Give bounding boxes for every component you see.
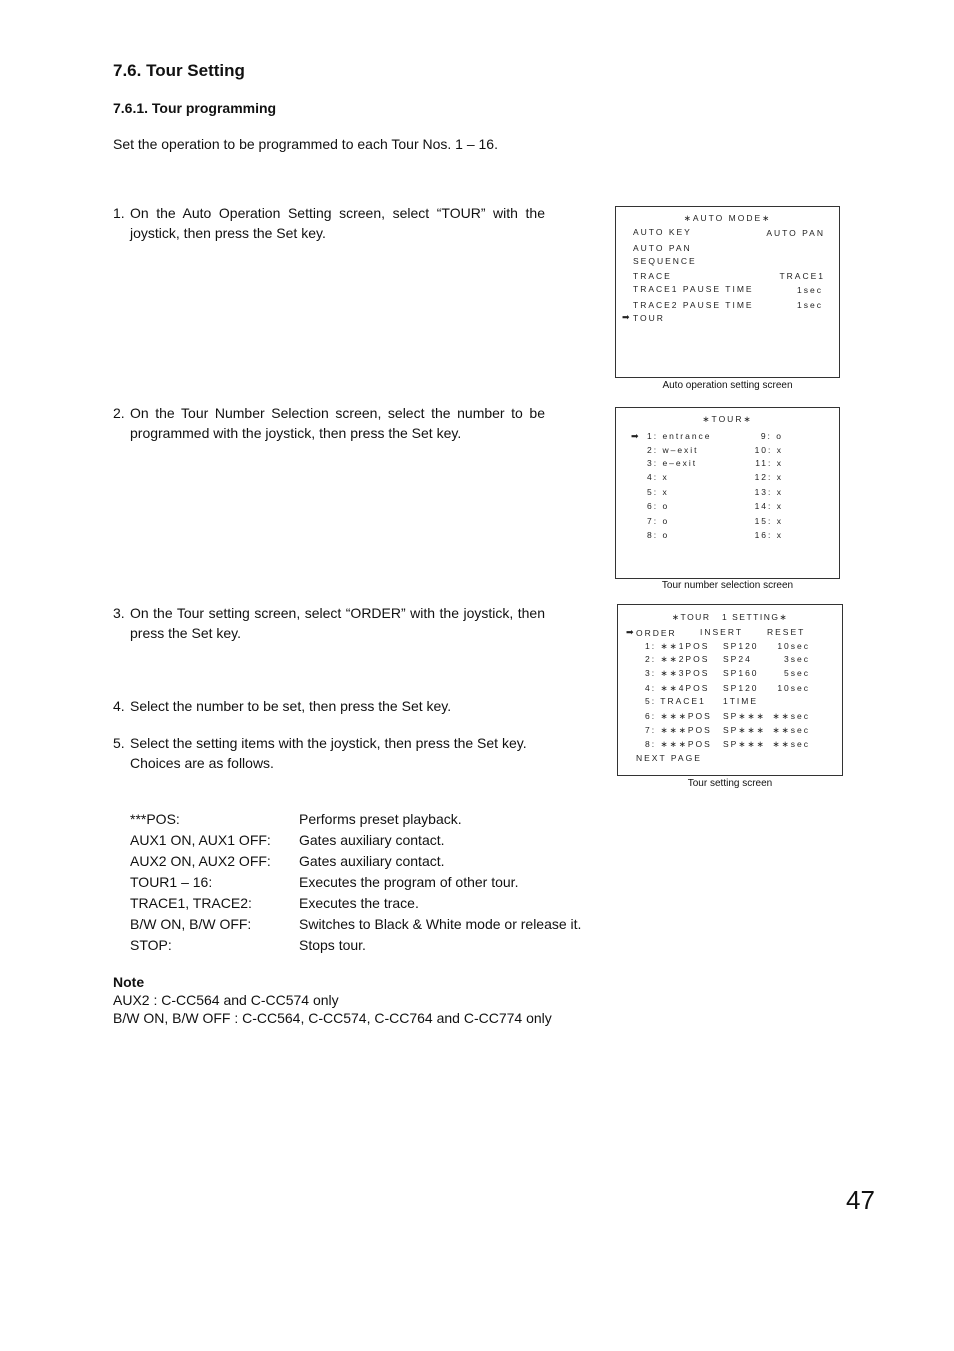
setting-cell: 1TIME <box>723 696 759 706</box>
step-5 <box>113 733 545 773</box>
choice-key: AUX2 ON, AUX2 OFF: <box>130 853 271 869</box>
next-page-label: NEXT PAGE <box>636 753 702 763</box>
step-text: On the Auto Operation Setting screen, select “TOUR” with the joystick, then press the Set key. <box>130 205 545 241</box>
choice-row <box>130 830 581 851</box>
screen-title: ∗AUTO MODE∗ <box>683 213 772 223</box>
tour-item: 6: o <box>647 501 670 511</box>
screen-row-value: AUTO PAN <box>766 228 825 238</box>
tour-item: 4: x <box>647 472 669 482</box>
intro-text: Set the operation to be programmed to each Tour Nos. 1 – 16. <box>113 136 498 152</box>
setting-cell: 8: ∗∗∗POS <box>645 739 712 749</box>
screen-title: ∗TOUR∗ <box>702 414 753 424</box>
setting-cell: SP∗∗∗ <box>723 725 766 735</box>
screen-caption: Tour setting screen <box>687 778 773 789</box>
header-order: ORDER <box>636 628 677 638</box>
choice-desc: Performs preset playback. <box>299 811 462 827</box>
setting-cell: SP∗∗∗ <box>723 711 766 721</box>
tour-number-screen <box>615 407 840 579</box>
choice-key: TOUR1 – 16: <box>130 874 213 890</box>
tour-item: 14: x <box>754 501 783 511</box>
choice-row <box>130 872 581 893</box>
setting-cell: 3: ∗∗3POS <box>645 668 710 678</box>
auto-mode-screen <box>615 206 840 378</box>
tour-item: 2: w–exit <box>647 445 699 455</box>
setting-cell: ∗∗sec <box>772 725 810 735</box>
note-line: B/W ON, B/W OFF : C-CC564, C-CC574, C-CC764 and C-CC774 only <box>113 1010 552 1026</box>
step-number: 2. <box>113 405 125 421</box>
step-2 <box>113 403 545 443</box>
tour-item: 11: x <box>755 458 783 468</box>
step-text: Select the setting items with the joystick, then press the Set key. <box>130 735 527 751</box>
right-arrow-icon: ➡ <box>631 431 639 441</box>
setting-cell: 6: ∗∗∗POS <box>645 711 712 721</box>
choice-key: TRACE1, TRACE2: <box>130 895 252 911</box>
setting-cell: 4: ∗∗4POS <box>645 683 710 693</box>
screen-caption: Tour number selection screen <box>661 580 794 591</box>
step-text-2: Choices are as follows. <box>130 755 274 771</box>
step-text: On the Tour setting screen, select “ORDER” with the joystick, then press the Set key. <box>130 605 545 641</box>
screen-row-label: TRACE2 PAUSE TIME <box>633 300 754 310</box>
screen-row-label: TRACE <box>633 271 672 281</box>
tour-item: 9: o <box>760 431 783 441</box>
setting-cell: SP120 <box>723 683 759 693</box>
step-1 <box>113 203 545 243</box>
choice-desc: Gates auxiliary contact. <box>299 832 445 848</box>
setting-cell: SP∗∗∗ <box>723 739 766 749</box>
screen-row-label: TOUR <box>633 313 665 323</box>
choice-row <box>130 851 581 872</box>
choice-desc: Stops tour. <box>299 937 366 953</box>
right-arrow-icon: ➡ <box>622 312 630 322</box>
page-number: 47 <box>846 1185 875 1215</box>
setting-cell: 10sec <box>777 683 810 693</box>
choice-key: STOP: <box>130 937 172 953</box>
setting-cell: ∗∗sec <box>772 739 810 749</box>
screen-row-label: SEQUENCE <box>633 256 697 266</box>
setting-cell: 3sec <box>784 654 810 664</box>
tour-item: 3: e–exit <box>647 458 698 468</box>
choice-desc: Executes the program of other tour. <box>299 874 519 890</box>
screen-row-label: AUTO KEY <box>633 227 692 237</box>
screen-row-value: 1sec <box>797 285 823 295</box>
tour-item: 12: x <box>754 472 783 482</box>
screen-caption: Auto operation setting screen <box>662 380 793 391</box>
right-arrow-icon: ➡ <box>626 627 634 637</box>
tour-item: 5: x <box>647 487 669 497</box>
setting-cell: SP120 <box>723 641 759 651</box>
screen-row-label: TRACE1 PAUSE TIME <box>633 284 754 294</box>
tour-item: 13: x <box>754 487 783 497</box>
step-number: 4. <box>113 698 125 714</box>
note-line: AUX2 : C-CC564 and C-CC574 only <box>113 992 339 1008</box>
tour-item: 1: entrance <box>647 431 712 441</box>
step-3 <box>113 603 545 643</box>
setting-cell: 2: ∗∗2POS <box>645 654 710 664</box>
screen-row-label: AUTO PAN <box>633 243 692 253</box>
setting-cell: 10sec <box>777 641 810 651</box>
setting-cell: 1: ∗∗1POS <box>645 641 710 651</box>
setting-cell: 5: TRACE1 <box>645 696 706 706</box>
tour-item: 8: o <box>647 530 670 540</box>
tour-setting-screen <box>617 604 843 776</box>
screen-title: ∗TOUR 1 SETTING∗ <box>671 612 789 622</box>
step-4 <box>113 696 545 716</box>
step-number: 1. <box>113 205 125 221</box>
choices-list <box>130 809 581 956</box>
setting-cell: ∗∗sec <box>772 711 810 721</box>
screen-row-value: 1sec <box>797 300 823 310</box>
screen-row-value: TRACE1 <box>779 271 825 281</box>
choice-desc: Gates auxiliary contact. <box>299 853 445 869</box>
tour-item: 16: x <box>754 530 783 540</box>
section-heading: 7.6. Tour Setting <box>113 61 245 80</box>
choice-key: ***POS: <box>130 811 180 827</box>
choice-row <box>130 893 581 914</box>
tour-item: 15: x <box>754 516 783 526</box>
tour-item: 10: x <box>754 445 783 455</box>
setting-cell: SP160 <box>723 668 759 678</box>
note-title: Note <box>113 974 145 990</box>
step-text: On the Tour Number Selection screen, select the number to be programmed with the joystick, then press the Set key. <box>130 405 545 441</box>
choice-row <box>130 809 581 830</box>
step-number: 3. <box>113 605 125 621</box>
setting-cell: 5sec <box>784 668 810 678</box>
choice-row <box>130 914 581 935</box>
setting-cell: 7: ∗∗∗POS <box>645 725 712 735</box>
choice-key: AUX1 ON, AUX1 OFF: <box>130 832 271 848</box>
header-reset: RESET <box>767 627 806 637</box>
choice-desc: Switches to Black & White mode or release it. <box>299 916 582 932</box>
step-text: Select the number to be set, then press the Set key. <box>130 698 452 714</box>
setting-cell: SP24 <box>723 654 752 664</box>
header-insert: INSERT <box>700 627 744 637</box>
choice-row <box>130 935 581 956</box>
tour-item: 7: o <box>647 516 670 526</box>
step-number: 5. <box>113 735 125 751</box>
subsection-heading: 7.6.1. Tour programming <box>113 100 277 116</box>
choice-desc: Executes the trace. <box>299 895 419 911</box>
choice-key: B/W ON, B/W OFF: <box>130 916 252 932</box>
